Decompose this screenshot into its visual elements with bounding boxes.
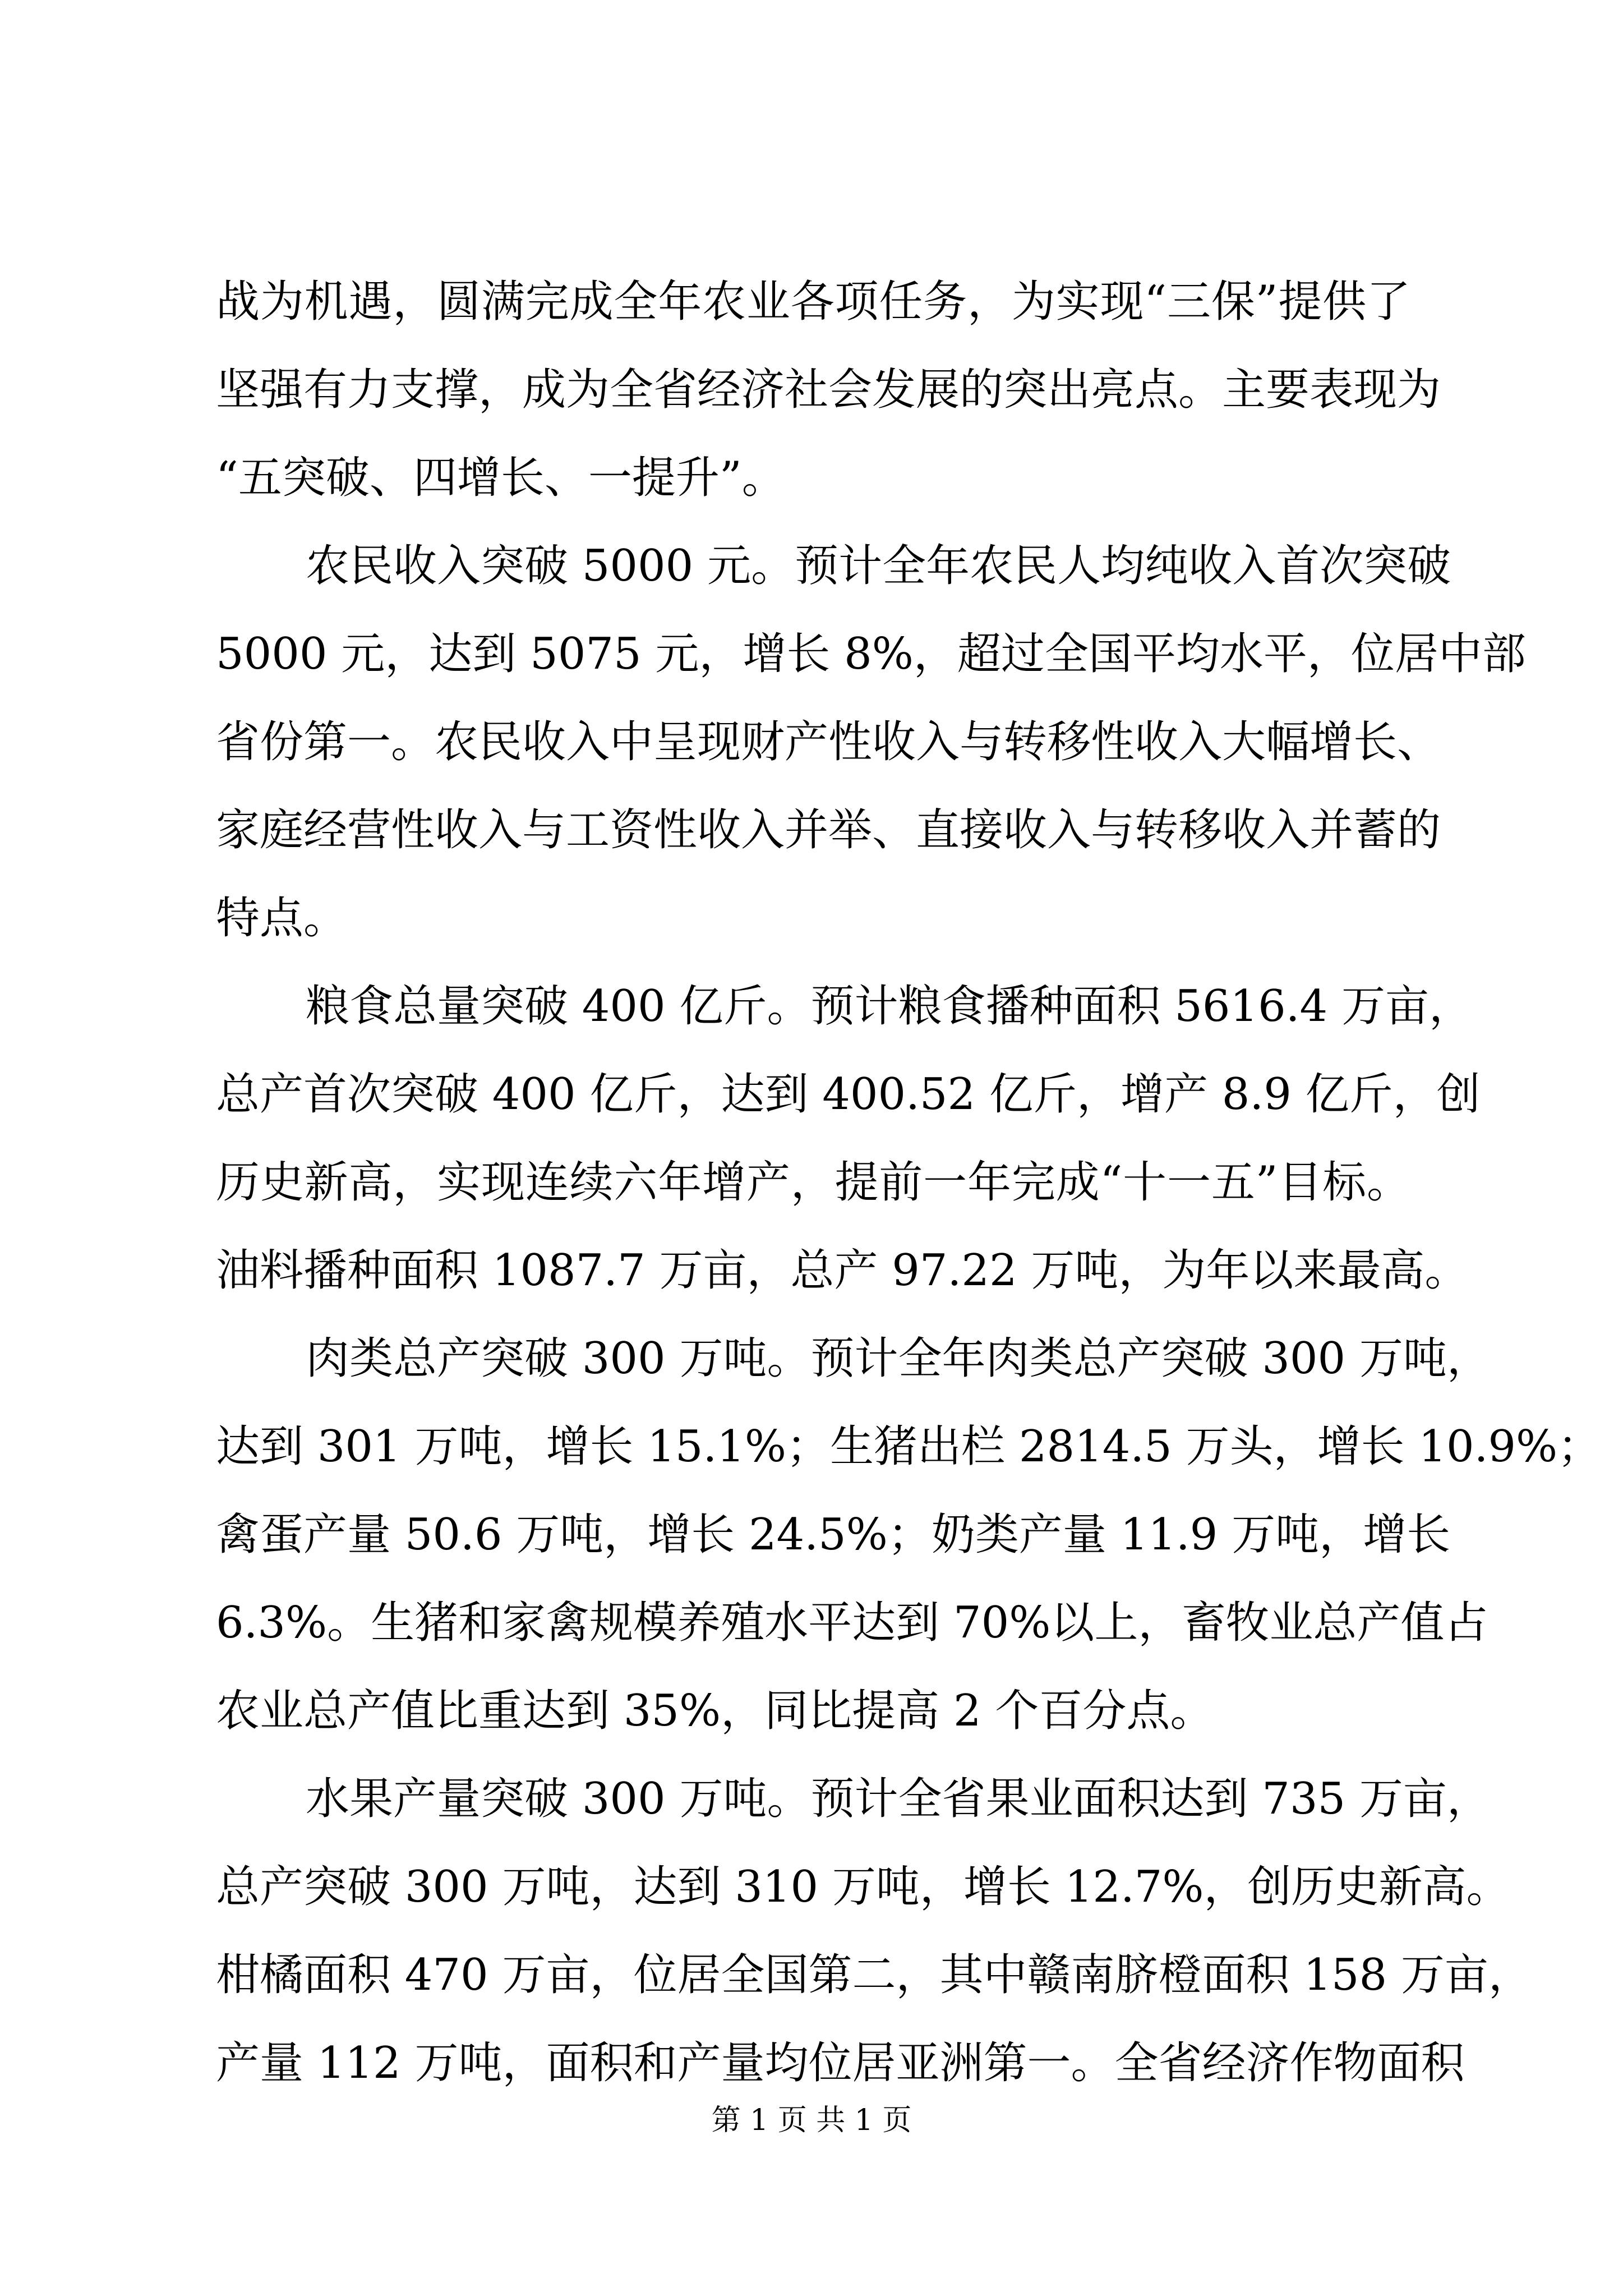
text-line: 产量 112 万吨，面积和产量均位居亚洲第一。全省经济作物面积: [216, 2038, 1465, 2088]
text-line: 省份第一。农民收入中呈现财产性收入与转移性收入大幅增长、: [216, 717, 1441, 767]
paragraph-heading-line: 粮食总量突破 400 亿斤。预计粮食播种面积 5616.4 万亩，: [306, 981, 1473, 1032]
paragraph-heading-line: 水果产量突破 300 万吨。预计全省果业面积达到 735 万亩，: [306, 1774, 1491, 1824]
text-line: 柑橘面积 470 万亩，位居全国第二，其中赣南脐橙面积 158 万亩，: [216, 1950, 1532, 2000]
paragraph-heading-line: 肉类总产突破 300 万吨。预计全年肉类总产突破 300 万吨，: [306, 1333, 1491, 1384]
text-line: 5000 元，达到 5075 元，增长 8%，超过全国平均水平，位居中部: [216, 629, 1526, 679]
text-line: 总产首次突破 400 亿斤，达到 400.52 亿斤，增产 8.9 亿斤，创: [216, 1069, 1481, 1120]
text-line: 达到 301 万吨，增长 15.1%；生猪出栏 2814.5 万头，增长 10.9%；: [216, 1421, 1602, 1472]
text-line: 历史新高，实现连续六年增产，提前一年完成“十一五”目标。: [216, 1157, 1410, 1208]
text-line: 特点。: [216, 893, 348, 944]
text-line: 坚强有力支撑，成为全省经济社会发展的突出亮点。主要表现为: [216, 365, 1441, 415]
paragraph-heading-line: 农民收入突破 5000 元。预计全年农民人均纯收入首次突破: [306, 541, 1451, 591]
text-line: 总产突破 300 万吨，达到 310 万吨，增长 12.7%，创历史新高。: [216, 1862, 1510, 1912]
page-footer: 第 1 页 共 1 页: [711, 2104, 912, 2137]
text-line: 禽蛋产量 50.6 万吨，增长 24.5%；奶类产量 11.9 万吨，增长: [216, 1510, 1451, 1560]
text-line: 农业总产值比重达到 35%，同比提高 2 个百分点。: [216, 1686, 1214, 1736]
text-line: 战为机遇，圆满完成全年农业各项任务，为实现“三保”提供了: [216, 277, 1410, 327]
text-line: 油料播种面积 1087.7 万亩，总产 97.22 万吨，为年以来最高。: [216, 1245, 1469, 1296]
text-line: “五突破、四增长、一提升”。: [216, 453, 786, 503]
text-line: 家庭经营性收入与工资性收入并举、直接收入与转移收入并蓄的: [216, 805, 1441, 855]
text-line: 6.3%。生猪和家禽规模养殖水平达到 70%以上，畜牧业总产值占: [216, 1598, 1488, 1648]
document-body: [216, 258, 1602, 2108]
